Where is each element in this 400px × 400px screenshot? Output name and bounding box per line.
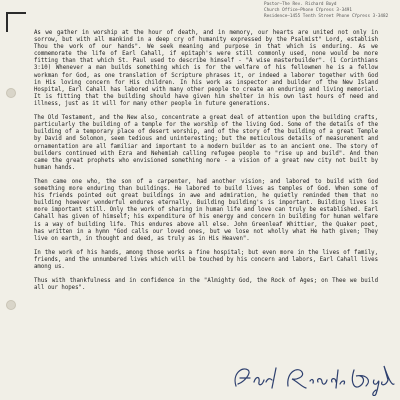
paragraph-1: As we gather in worship at the hour of death, and in memory, our hearts are united not only in sorrow, but with all mankind in a deep cry of humanity expressed by the Psalmist" Lord, establish Thou the work of our hands". We seek meaning and purpose in that which is enduring. As we commemorate the life of Earl Cahall, if epitaph's were still commonly used, none would be more fitting than that which St. Paul used to describe himself - "A wise masterbuilder". (1 Corinthians 3:10) Whenever a man builds something which is for the welfare of his fellowmen he is a fellow workman for God, as one translation of Scripture phrases it, or indeed a laborer together with God in His loving concern for His children. In his work as inspector and builder of the New Island Hospital, Earl Cahall has labored with many other people to create an enduring and living memorial. It is fitting that the building should have given him shelter in his own last hours of need and illness, just as it will for many other people in future generations. bbox=[34, 30, 378, 107]
corner-bracket-mark bbox=[6, 12, 26, 32]
letterhead-line-pastor: Pastor—The Rev. Richard Boyd bbox=[264, 2, 337, 7]
punch-hole bbox=[6, 300, 16, 310]
paragraph-3: Then came one who, the son of a carpenter, had another vision; and labored to build with God something more enduring than buildings. He labored to build lives as temples of God. When some of his friends pointed out great buildings in awe and admiration, he quietly reminded them that no building however wonderful endures eternally. Building building's is important. Building lives is more important still. Only the work of sharing in human life and love can truly be established. Earl Cahall has given of himself; his expenditure of his energy and concern in building for human welfare is a way of building life. This endures above all else. John Greenleaf Whittier, the Quaker poet, has written in a hymn "God calls our loved ones, but we lose not wholly what He hath given; They live on earth, in thought and deed, as truly as in His Heaven". bbox=[34, 178, 378, 242]
paragraph-5: Thus with thankfulness and in confidence in the "Almighty God, the Rock of Ages; on Thee we build all our hopes". bbox=[34, 278, 378, 292]
eulogy-body bbox=[34, 30, 378, 300]
letterhead-line-office: Church Office—Phone CYpress 3-3491 bbox=[264, 7, 352, 13]
church-letterhead bbox=[264, 2, 392, 19]
handwritten-signature bbox=[226, 360, 398, 396]
letterhead-line-residence: Residence—1455 Tenth Street Phone CYpress 3-3482 bbox=[264, 13, 389, 19]
paragraph-2: The Old Testament, and the New also, concentrate a great deal of attention upon the building crafts, particularly the building of a temple for the worship of the living God. Some of the details of the building of a temporary place of desert worship, and of the story of the building of a great Temple by David and Solomon, seem tedious and uninteresting; but the meticulous details of measurement and ornamentation are all familiar and important to a modern builder as to an ancient one. The story of builders continued with Ezra and Nehemiah calling refugee people to "rise up and build". And then came the great prophets who envisioned something more - a vision of a great new city not built by human hands. bbox=[34, 115, 378, 171]
punch-hole bbox=[6, 88, 16, 98]
paragraph-4: In the work of his hands, among those works a fine hospital; but even more in the lives of family, friends, and the unnumbered lives which will be touched by his concern and labors, Earl Cahall lives among us. bbox=[34, 249, 378, 271]
